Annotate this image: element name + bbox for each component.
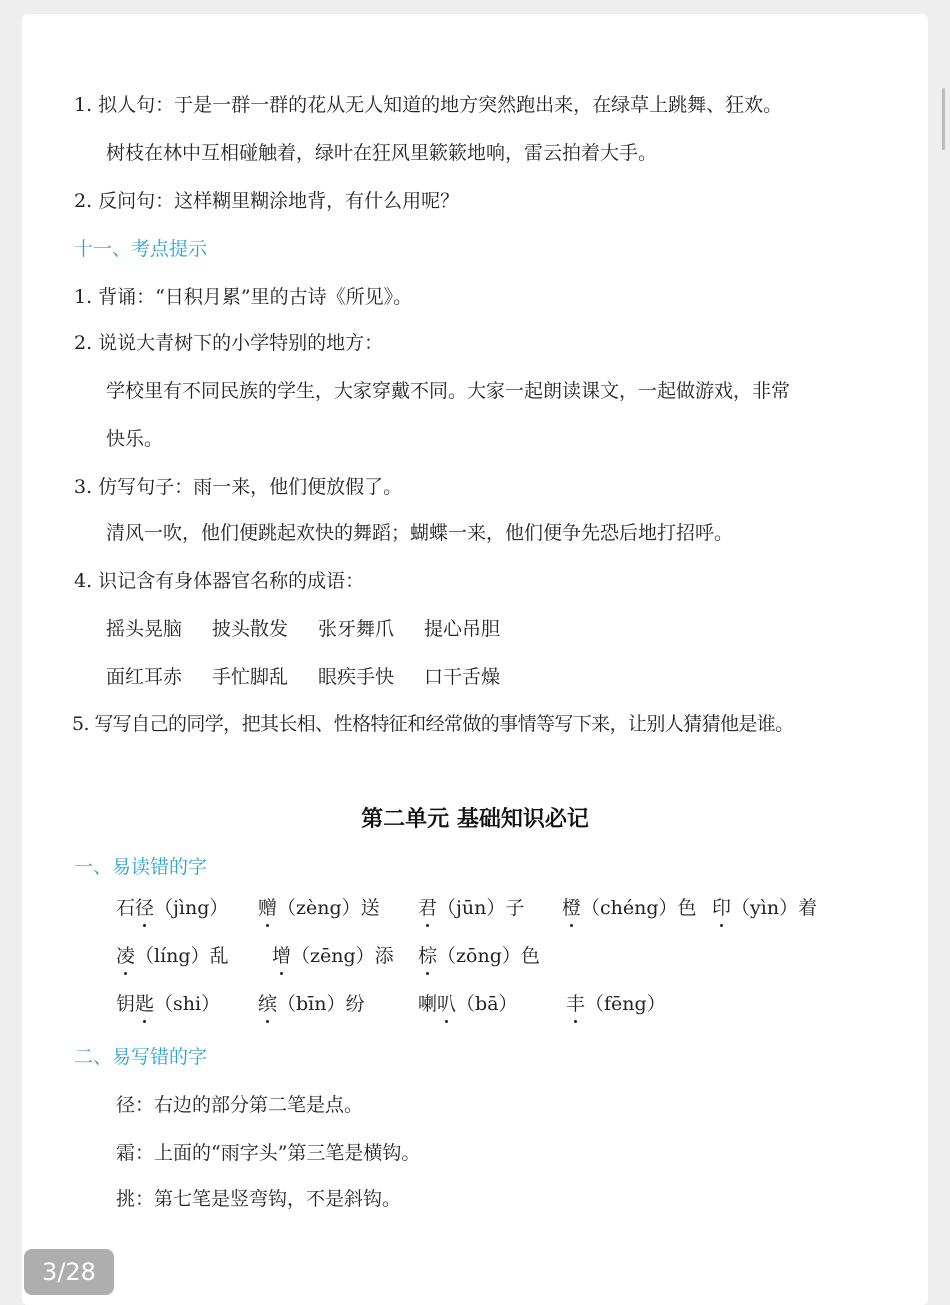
pinyin-text: （bā） <box>456 993 518 1015</box>
pinyin-text: （zōng）色 <box>437 945 540 967</box>
pinyin-text: （bīn）纷 <box>277 993 365 1015</box>
text-line: 快乐。 <box>106 428 164 450</box>
section-heading: 十一、考点提示 <box>74 238 208 260</box>
text-line: 4. 识记含有身体器官名称的成语： <box>74 570 365 592</box>
pinyin-word <box>712 896 817 920</box>
pinyin-text: 喇 <box>418 993 438 1015</box>
idiom: 眼疾手快 <box>318 666 395 688</box>
emphasis-char: 匙 <box>135 993 155 1015</box>
idiom: 提心吊胆 <box>424 618 501 640</box>
pinyin-word <box>272 944 394 968</box>
page-indicator: 3/28 <box>24 1249 114 1295</box>
text-line: 学校里有不同民族的学生，大家穿戴不同。大家一起朗读课文，一起做游戏，非常 <box>106 380 791 402</box>
pinyin-text: （fēng） <box>585 993 666 1015</box>
pinyin-word <box>418 944 540 968</box>
pinyin-word <box>562 896 697 920</box>
section-heading: 一、易读错的字 <box>74 856 208 878</box>
pinyin-word <box>258 992 365 1016</box>
emphasis-char: 缤 <box>258 993 278 1015</box>
pinyin-text: 石 <box>116 897 136 919</box>
section-heading: 二、易写错的字 <box>74 1046 208 1068</box>
idiom: 口干舌燥 <box>424 666 501 688</box>
text-line: 树枝在林中互相碰触着，绿叶在狂风里簌簌地响，雷云拍着大手。 <box>106 142 658 164</box>
idiom: 摇头晃脑 <box>106 618 183 640</box>
text-line: 3. 仿写句子：雨一来，他们便放假了。 <box>74 476 403 498</box>
pinyin-text: （líng）乱 <box>135 945 229 967</box>
pinyin-word <box>566 992 666 1016</box>
emphasis-char: 赠 <box>258 897 278 919</box>
emphasis-char: 橙 <box>562 897 582 919</box>
idiom: 面红耳赤 <box>106 666 183 688</box>
emphasis-char: 棕 <box>418 945 438 967</box>
text-line: 2. 说说大青树下的小学特别的地方： <box>74 332 384 354</box>
text-line: 1. 拟人句：于是一群一群的花从无人知道的地方突然跑出来，在绿草上跳舞、狂欢。 <box>74 94 783 116</box>
pinyin-word <box>258 896 380 920</box>
pinyin-word <box>116 896 228 920</box>
text-line: 径：右边的部分第二笔是点。 <box>116 1094 364 1116</box>
pinyin-text: （jìng） <box>154 897 229 919</box>
emphasis-char: 径 <box>135 897 155 919</box>
pinyin-text: （zèng）送 <box>277 897 380 919</box>
text-line: 5. 写写自己的同学，把其长相、性格特征和经常做的事情等写下来，让别人猜猜他是谁。 <box>72 713 794 735</box>
text-line: 清风一吹，他们便跳起欢快的舞蹈；蝴蝶一来，他们便争先恐后地打招呼。 <box>106 522 734 544</box>
emphasis-char: 君 <box>418 897 438 919</box>
text-line: 挑：第七笔是竖弯钩，不是斜钩。 <box>116 1188 402 1210</box>
emphasis-char: 增 <box>272 945 292 967</box>
pinyin-text: （zēng）添 <box>291 945 394 967</box>
pinyin-word <box>418 896 524 920</box>
unit-title: 第二单元 基础知识必记 <box>361 807 589 832</box>
text-line: 2. 反问句：这样糊里糊涂地背，有什么用呢？ <box>74 190 460 212</box>
emphasis-char: 丰 <box>566 993 586 1015</box>
pinyin-text: （jūn）子 <box>437 897 525 919</box>
idiom: 手忙脚乱 <box>212 666 289 688</box>
pinyin-word <box>116 944 229 968</box>
idiom: 张牙舞爪 <box>318 618 395 640</box>
pinyin-text: （yìn）着 <box>731 897 818 919</box>
emphasis-char: 印 <box>712 897 732 919</box>
idiom: 披头散发 <box>212 618 289 640</box>
pinyin-word <box>418 992 518 1016</box>
pinyin-word <box>116 992 220 1016</box>
pinyin-text: （shi） <box>154 993 221 1015</box>
pinyin-text: 钥 <box>116 993 136 1015</box>
text-line: 1. 背诵：“日积月累”里的古诗《所见》。 <box>74 286 413 308</box>
emphasis-char: 叭 <box>437 993 457 1015</box>
scrollbar-thumb[interactable] <box>942 88 945 150</box>
emphasis-char: 凌 <box>116 945 136 967</box>
pinyin-text: （chéng）色 <box>581 897 697 919</box>
text-line: 霜：上面的“雨字头”第三笔是横钩。 <box>116 1142 421 1164</box>
